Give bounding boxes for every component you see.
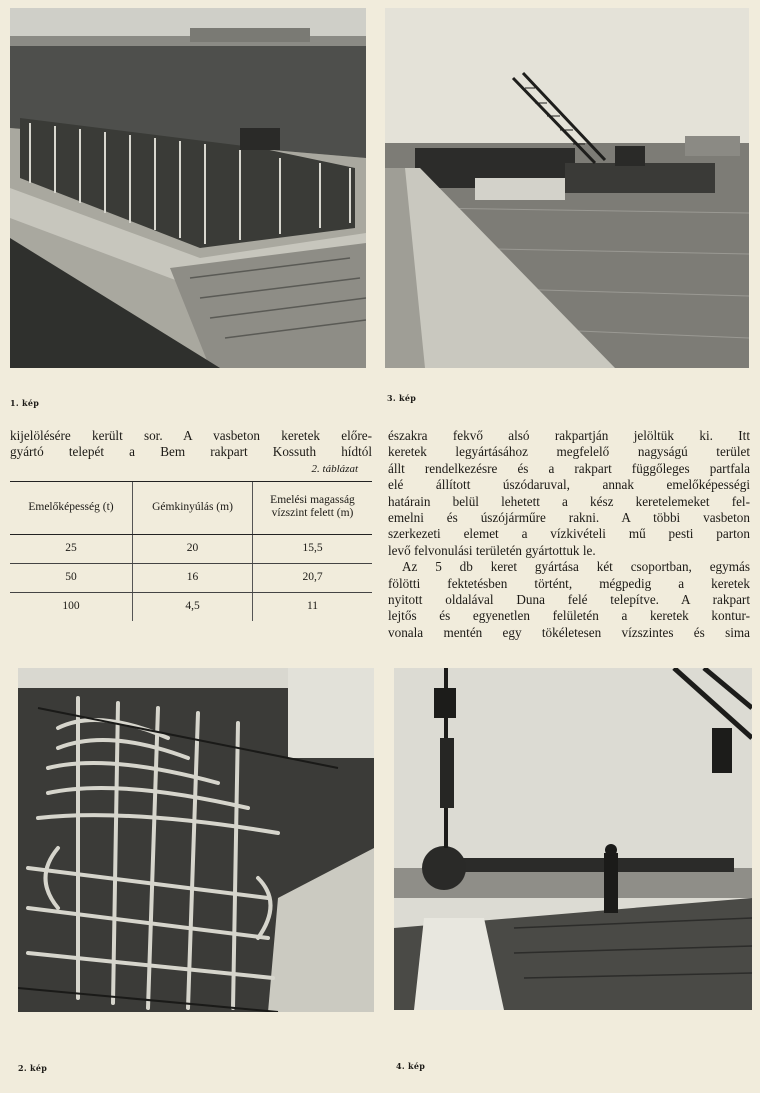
text-line: fölötti fektetésben történt, mégpedig a keretek [388, 575, 750, 591]
table-cell: 20 [133, 535, 253, 564]
table-cell: 50 [10, 564, 133, 593]
figure-caption-1: 1. kép [10, 398, 40, 408]
text-line: emelni és úszójárműre rakni. A többi vasbeton [388, 510, 750, 526]
photo-floating-crane [385, 8, 749, 368]
text-line: északra fekvő alsó rakpartján jelöltük ki. Itt [388, 428, 750, 443]
table-cell: 11 [253, 593, 373, 622]
photo-reinforcement-bars [18, 668, 374, 1012]
photo-crane-lifting [394, 668, 752, 1010]
table-row [10, 564, 372, 593]
text-line: kijelölésére került sor. A vasbeton keretek előre- [10, 428, 372, 443]
text-line: keretek legyártásához megfelelő nagyságú terület [388, 444, 750, 460]
table-cell: 16 [133, 564, 253, 593]
left-column-text [10, 428, 372, 461]
figure-caption-4: 4. kép [396, 1061, 426, 1071]
table-cell: 25 [10, 535, 133, 564]
figure-caption-2: 2. kép [18, 1063, 48, 1073]
table-cell: 20,7 [253, 564, 373, 593]
table-header: Gémkinyúlás (m) [133, 482, 253, 535]
text-line: elé állított úszódaruval, annak emelőképességi [388, 477, 750, 493]
text-line: gyártó telepét a Bem rakpart Kossuth hídtól [10, 444, 372, 460]
text-line: lejtős és egyenetlen felületén a keretek kontur- [388, 608, 750, 624]
text-line: nyitott oldalával Duna felé telepítve. A rakpart [388, 592, 750, 608]
table-cell: 15,5 [253, 535, 373, 564]
right-column-text [388, 428, 750, 641]
table-label: 2. táblázat [311, 463, 358, 475]
text-line: állt rendelkezésre és a rakpart függőleges partfala [388, 460, 750, 476]
photo-construction-site [10, 8, 366, 368]
figure-caption-3: 3. kép [387, 393, 417, 403]
table-row [10, 535, 372, 564]
table-row [10, 593, 372, 622]
table-cell: 100 [62, 600, 80, 612]
crane-capacity-table [10, 481, 372, 621]
table-cell: 4,5 [133, 593, 253, 622]
text-line: levő felvonulási területén gyártottuk le. [388, 542, 596, 558]
table-header: Emelőképesség (t) [10, 482, 133, 535]
text-line: Az 5 db keret gyártása két csoportban, egymás [402, 559, 750, 575]
text-line: szerkezeti elemet a vízkivételi mű pesti parton [388, 526, 750, 542]
table-header: Emelési magasság vízszint felett (m) [253, 482, 373, 535]
text-line: vonala mentén egy tökéletesen vízszintes és sima [388, 624, 750, 640]
text-line: határain belül lehetett a kész keretelemeket fel- [388, 493, 750, 509]
